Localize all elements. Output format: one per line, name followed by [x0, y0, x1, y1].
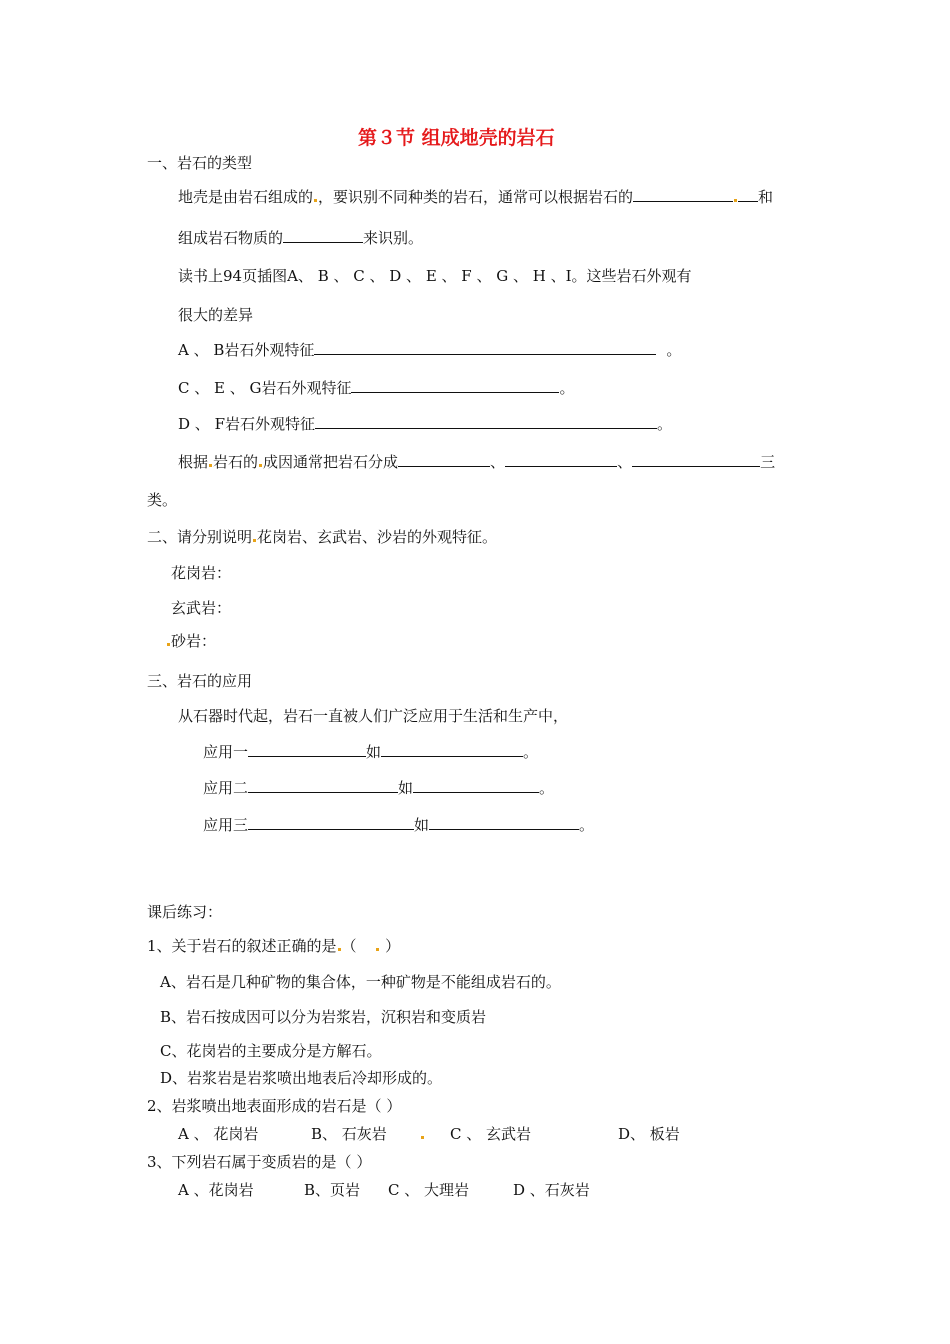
- text: 地壳是由岩石组成的: [178, 188, 314, 206]
- text: 应用一: [203, 743, 249, 761]
- q2-option-d: D、 板岩: [618, 1125, 680, 1143]
- blank-feature-tail[interactable]: [738, 187, 758, 202]
- application-1: [203, 742, 538, 762]
- text: 、: [490, 453, 506, 471]
- blank-app1-example[interactable]: [381, 742, 523, 757]
- text: 花岗岩、玄武岩、沙岩的外观特征。: [257, 528, 498, 546]
- question-3: 3、下列岩石属于变质岩的是（ ）: [147, 1153, 372, 1171]
- sandstone-line: [166, 631, 216, 651]
- text: 组成岩石物质的: [178, 229, 284, 247]
- text: 和: [758, 188, 774, 206]
- q3-option-a: A 、花岗岩: [178, 1181, 254, 1199]
- q2-option-c: C 、 玄武岩: [450, 1125, 532, 1143]
- q2-mark: [420, 1124, 425, 1144]
- text: ，要识别不同种类的岩石，通常可以根据岩石的: [318, 188, 634, 206]
- text: 如: [414, 816, 430, 834]
- text: 三: [760, 453, 776, 471]
- blank-app2-use[interactable]: [248, 778, 398, 793]
- exercises-heading: 课后练习：: [147, 903, 223, 921]
- text: 。: [539, 779, 555, 797]
- mark-dot: [167, 643, 170, 646]
- text: 。: [579, 816, 595, 834]
- s1-paragraph-line-1: [178, 187, 773, 207]
- s1-paragraph-line-4: 很大的差异: [178, 306, 254, 324]
- ceg-feature-line: [178, 378, 575, 398]
- mark-dot: [376, 948, 379, 951]
- q1-option-c: C、花岗岩的主要成分是方解石。: [160, 1042, 382, 1060]
- blank-composition[interactable]: [283, 228, 363, 243]
- application-2: [203, 778, 554, 798]
- sandstone-label: 砂岩：: [171, 632, 217, 650]
- q3-option-b: B、页岩: [304, 1181, 361, 1199]
- q1-option-b: B、岩石按成因可以分为岩浆岩，沉积岩和变质岩: [160, 1008, 487, 1026]
- text: 。: [656, 415, 672, 433]
- text: 应用二: [203, 779, 249, 797]
- basalt-label: 玄武岩：: [171, 599, 232, 617]
- blank-app1-use[interactable]: [248, 742, 366, 757]
- blank-ceg-feature[interactable]: [351, 378, 559, 393]
- classify-end: 类。: [147, 491, 178, 509]
- mark-dot: [338, 948, 341, 951]
- blank-type-1[interactable]: [398, 452, 490, 467]
- blank-type-2[interactable]: [505, 452, 617, 467]
- text: 岩石的: [213, 453, 259, 471]
- mark-dot: [421, 1136, 424, 1139]
- question-1: [147, 936, 400, 956]
- question-2: 2、岩浆喷出地表面形成的岩石是（ ）: [147, 1097, 402, 1115]
- blank-app3-use[interactable]: [248, 815, 414, 830]
- classify-line: [178, 452, 775, 472]
- q3-option-d: D 、石灰岩: [513, 1181, 590, 1199]
- section-3-heading: 三、岩石的应用: [147, 672, 253, 690]
- text: 、: [617, 453, 633, 471]
- text: 如: [398, 779, 414, 797]
- text: 如: [366, 743, 382, 761]
- section-2-heading: [147, 527, 497, 547]
- text: D 、 F岩石外观特征: [178, 415, 315, 433]
- ab-feature-line: [178, 340, 681, 360]
- text: ）: [380, 937, 401, 955]
- text: C 、 E 、 G岩石外观特征: [178, 379, 352, 397]
- text: （: [341, 937, 362, 955]
- q2-option-a: A 、 花岗岩: [178, 1125, 259, 1143]
- mark-dot: [259, 464, 262, 467]
- s1-paragraph-line-3: 读书上94页插图A、 B 、 C 、 D 、 E 、 F 、 G 、 H 、I。这些岩石外观有: [178, 267, 692, 285]
- text: 来识别。: [363, 229, 424, 247]
- application-3: [203, 815, 594, 835]
- blank-df-feature[interactable]: [315, 414, 657, 429]
- q3-option-c: C 、 大理岩: [388, 1181, 470, 1199]
- text: 成因通常把岩石分成: [263, 453, 399, 471]
- blank-type-3[interactable]: [632, 452, 760, 467]
- granite-label: 花岗岩：: [171, 564, 232, 582]
- text: 1、关于岩石的叙述正确的是: [147, 937, 337, 955]
- s1-paragraph-line-2: [178, 228, 423, 248]
- blank-app2-example[interactable]: [413, 778, 539, 793]
- s3-intro: 从石器时代起，岩石一直被人们广泛应用于生活和生产中，: [178, 707, 569, 725]
- q1-option-d: D、岩浆岩是岩浆喷出地表后冷却形成的。: [160, 1069, 443, 1087]
- text: 根据: [178, 453, 209, 471]
- q2-option-b: B、 石灰岩: [311, 1125, 387, 1143]
- text: 二、请分别说明: [147, 528, 253, 546]
- blank-feature[interactable]: [633, 187, 733, 202]
- answer-slot[interactable]: [361, 937, 375, 951]
- text: 。: [666, 341, 682, 359]
- page-title: 第３节 组成地壳的岩石: [358, 127, 555, 149]
- text: 。: [559, 379, 575, 397]
- mark-dot: [253, 539, 256, 542]
- mark-dot: [209, 464, 212, 467]
- section-1-heading: 一、岩石的类型: [147, 154, 253, 172]
- q1-option-a: A、岩石是几种矿物的集合体，一种矿物是不能组成岩石的。: [160, 973, 561, 991]
- mark-dot: [314, 199, 317, 202]
- blank-app3-example[interactable]: [429, 815, 579, 830]
- df-feature-line: [178, 414, 672, 434]
- text: A 、 B岩石外观特征: [178, 341, 315, 359]
- text: 应用三: [203, 816, 249, 834]
- mark-dot: [734, 199, 737, 202]
- text: 。: [523, 743, 539, 761]
- blank-ab-feature[interactable]: [314, 340, 656, 355]
